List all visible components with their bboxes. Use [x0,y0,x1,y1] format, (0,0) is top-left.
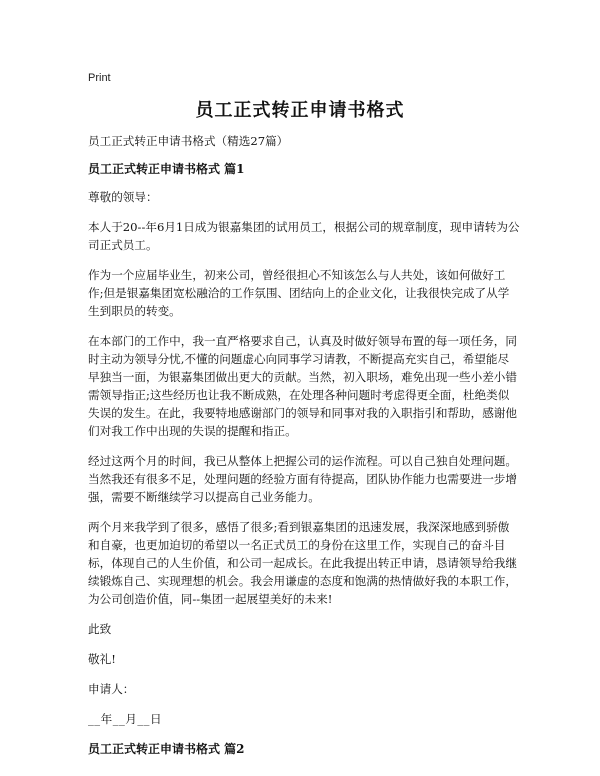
salutation: 尊敬的领导： [88,190,158,204]
document-body [88,132,520,768]
section-heading-2: 员工正式转正申请书格式 篇2 [88,742,245,756]
paragraph-2: 作为一个应届毕业生，初来公司，曾经很担心不知该怎么与人共处，该如何做好工作;但是银嘉集团宽松融洽的工作氛围、团结向上的企业文化，让我很快完成了从学生到职员的转变。 [88,268,510,318]
print-label[interactable]: Print [88,72,111,84]
page-title: 员工正式转正申请书格式 [195,100,405,121]
closing-line-1: 此致 [88,622,112,636]
applicant-label: 申请人： [88,682,135,696]
paragraph-5: 两个月来我学到了很多，感悟了很多;看到银嘉集团的迅速发展，我深深地感到骄傲和自豪，也更加迫切的希望以一名正式员工的身份在这里工作，实现自己的奋斗目标，体现自己的人生价值，和公司一起成长。在此我提出转正申请，恳请领导给我继续锻炼自己、实现理想的机会。我会用谦虚的态度和饱满的热情做好我的本职工作，为公司创造价值，同--集团一起展望美好的未来! [88,520,517,606]
date-line: __年__月__日 [88,712,163,726]
document-subtitle: 员工正式转正申请书格式（精选27篇） [88,134,289,148]
paragraph-4: 经过这两个月的时间，我已从整体上把握公司的运作流程。可以自己独自处理问题。当然我还有很多不足，处理问题的经验方面有待提高，团队协作能力也需要进一步增强，需要不断继续学习以提高自己业务能力。 [88,454,517,504]
section-heading-1: 员工正式转正申请书格式 篇1 [88,162,245,176]
paragraph-3: 在本部门的工作中，我一直严格要求自己，认真及时做好领导布置的每一项任务，同时主动为领导分忧,不懂的问题虚心向同事学习请教，不断提高充实自己，希望能尽早独当一面，为银嘉集团做出更大的贡献。当然，初入职场，难免出现一些小差小错需领导指正;这些经历也让我不断成熟，在处理各种问题时考虑得更全面，杜绝类似失误的发生。在此，我要特地感谢部门的领导和同事对我的入职指引和帮助，感谢他们对我工作中出现的失误的提醒和指正。 [88,334,517,438]
paragraph-1: 本人于20--年6月1日成为银嘉集团的试用员工，根据公司的规章制度，现申请转为公司正式员工。 [88,220,520,252]
closing-line-2: 敬礼! [88,652,116,666]
